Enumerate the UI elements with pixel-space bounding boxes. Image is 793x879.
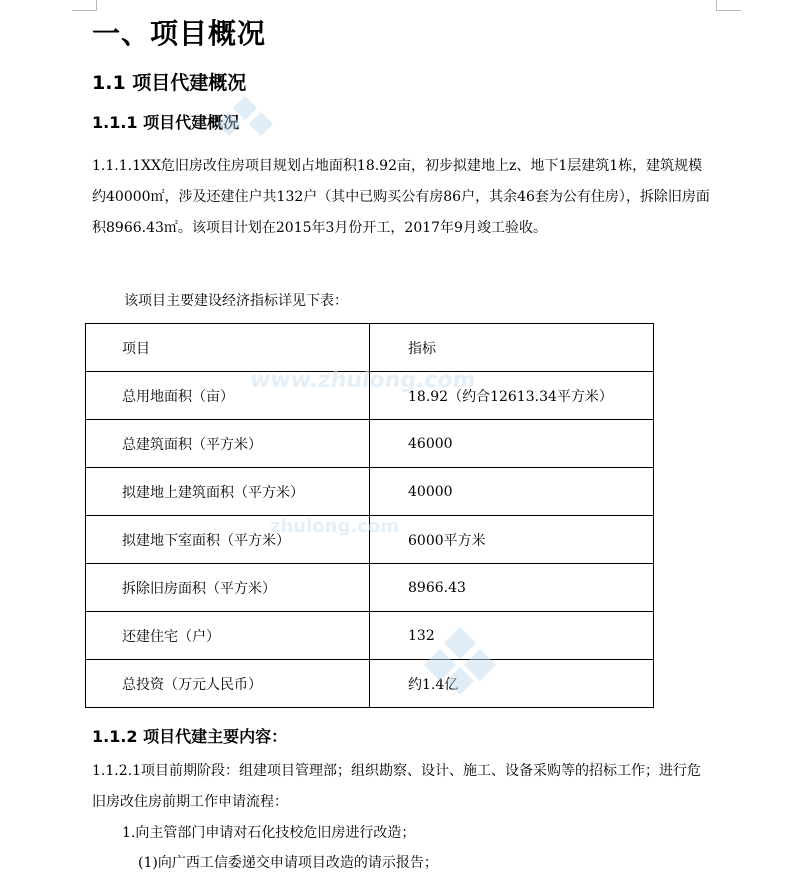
page-corner-mark-right [716, 0, 741, 11]
heading-3: 1.1.1 项目代建概况 [92, 113, 240, 132]
table-cell-value: 40000 [370, 468, 654, 516]
page-corner-mark-left [72, 0, 97, 11]
table-row [86, 468, 654, 516]
table-row [86, 660, 654, 708]
table-cell-item: 总投资（万元人民币） [86, 660, 370, 708]
table-cell-value: 18.92（约合12613.34平方米） [370, 372, 654, 420]
table-row [86, 372, 654, 420]
table-cell-item: 还建住宅（户） [86, 612, 370, 660]
table-cell-value: 8966.43 [370, 564, 654, 612]
table-cell-value: 6000平方米 [370, 516, 654, 564]
list-item: (1)向广西工信委递交申请项目改造的请示报告； [138, 855, 438, 871]
table-cell-item: 总用地面积（亩） [86, 372, 370, 420]
table-cell-item: 拟建地上建筑面积（平方米） [86, 468, 370, 516]
paragraph-preliminary-phase: 1.1.2.1项目前期阶段：组建项目管理部；组织勘察、设计、施工、设备采购等的招标工作；进行危旧房改住房前期工作申请流程： [92, 763, 701, 810]
heading-2: 1.1 项目代建概况 [92, 72, 247, 94]
heading-3-main-content: 1.1.2 项目代建主要内容： [92, 727, 288, 746]
table-row [86, 612, 654, 660]
list-item: 1.向主管部门申请对石化技校危旧房进行改造； [122, 825, 416, 841]
indicator-table [85, 323, 654, 708]
table-cell-item: 总建筑面积（平方米） [86, 420, 370, 468]
table-row [86, 564, 654, 612]
table-header-cell: 指标 [370, 324, 654, 372]
table-cell-value: 132 [370, 612, 654, 660]
heading-1: 一、项目概况 [92, 17, 267, 50]
watermark-text: www.zhulong.com [248, 368, 478, 393]
table-row [86, 516, 654, 564]
paragraph-table-intro: 该项目主要建设经济指标详见下表： [124, 293, 348, 309]
table-header-cell: 项目 [86, 324, 370, 372]
paragraph-overview: 1.1.1.1XX危旧房改住房项目规划占地面积18.92亩，初步拟建地上z、地下1层建筑1栋，建筑规模约40000㎡，涉及还建住户共132户（其中已购买公有房86户，其余46套为公有住房），拆除旧房面积8966.43㎡。该项目计划在2015年3月份开工，2017年9月竣工验收。 [92, 158, 710, 236]
table-cell-value: 46000 [370, 420, 654, 468]
watermark-text: zhulong.com [270, 516, 399, 537]
table-cell-item: 拆除旧房面积（平方米） [86, 564, 370, 612]
table-row [86, 420, 654, 468]
table-cell-value: 约1.4亿 [370, 660, 654, 708]
table-header-row [86, 324, 654, 372]
table-cell-item: 拟建地下室面积（平方米） [86, 516, 370, 564]
